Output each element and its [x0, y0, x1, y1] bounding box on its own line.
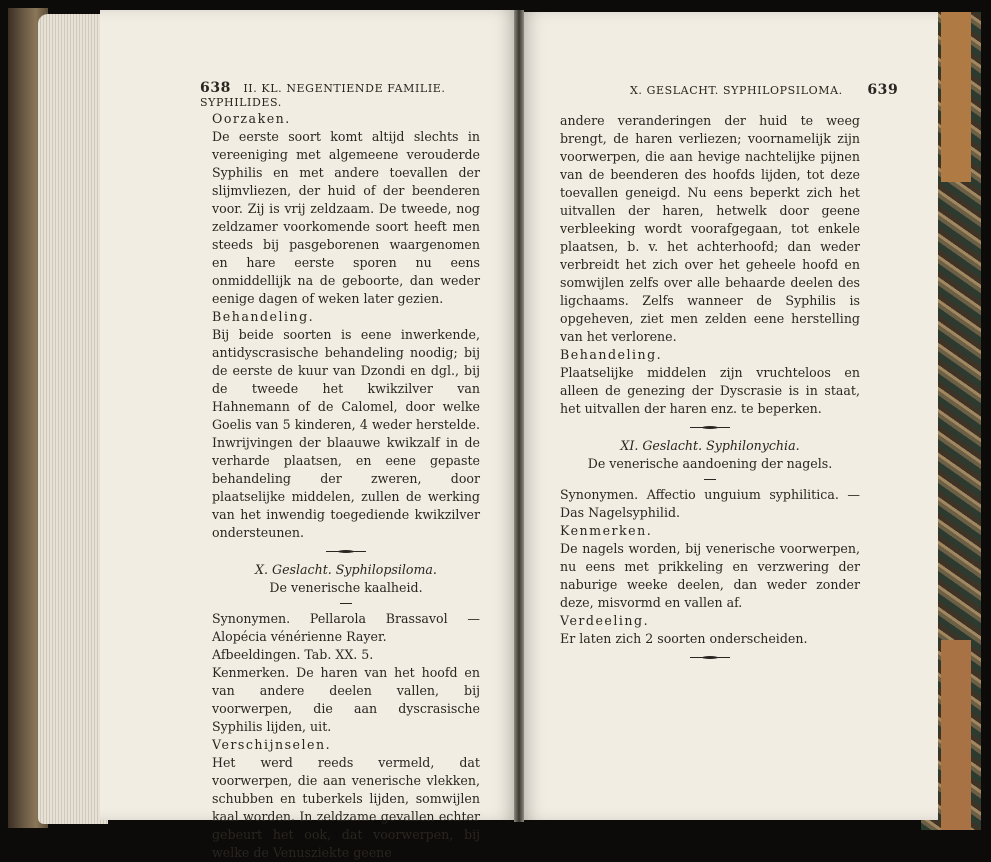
left-body-text — [212, 110, 480, 862]
left-running-head — [200, 80, 518, 109]
cover-corner-bottom — [941, 640, 971, 830]
right-body-text — [560, 112, 860, 667]
paragraph: De nagels worden, bij venerische voorwerpen, nu eens met prikkeling en verzwering der naburige weeke deelen, dan weder zonder deze, misvormd en vallen af. — [560, 541, 860, 610]
paragraph: Behandeling. — [560, 347, 663, 362]
paragraph: Behandeling. — [212, 309, 315, 324]
short-rule — [704, 479, 716, 480]
page-stack-edge — [38, 14, 108, 824]
paragraph: Verdeeling. — [560, 613, 650, 628]
right-page-number: 639 — [867, 82, 899, 98]
paragraph: Synonymen. Affectio unguium syphilitica. — Das Nagelsyphilid. — [560, 487, 860, 520]
paragraph: Het werd reeds vermeld, dat voorwerpen, die aan venerische vlekken, schubben en tuberkels lijden, somwijlen kaal worden. In zeldzame gevallen echter gebeurt het ook, dat voorwerpen, bij welke de Venusziekte geene — [212, 755, 480, 860]
paragraph: X. Geslacht. Syphilopsiloma. — [255, 562, 437, 577]
paragraph: Kenmerken. De haren van het hoofd en van andere deelen vallen, bij voorwerpen, die aan dyscrasische Syphilis lijden, uit. — [212, 665, 480, 734]
paragraph: XI. Geslacht. Syphilonychia. — [620, 438, 800, 453]
right-page — [520, 12, 938, 820]
ornament-divider — [690, 426, 730, 429]
paragraph: Afbeeldingen. Tab. XX. 5. — [212, 647, 374, 662]
cover-corner-top — [941, 12, 971, 182]
ornament-divider — [690, 656, 730, 659]
paragraph: De venerische kaalheid. — [269, 580, 423, 595]
paragraph: Kenmerken. — [560, 523, 653, 538]
paragraph: De eerste soort komt altijd slechts in vereeniging met algemeene verouderde Syphilis en met andere toevallen der slijmvliezen, der huid of der beenderen voor. Zij is vrij zeldzaam. De tweede, nog zeldzamer voorkomende soort heeft men steeds bij pasgeborenen waargenomen en hare eerste sporen nu eens onmiddellijk na de geboorte, dan weder eenige dagen of weken later gezien. — [212, 129, 480, 306]
paragraph: De venerische aandoening der nagels. — [587, 456, 833, 471]
paragraph: andere veranderingen der huid te weeg brengt, de haren verliezen; voornamelijk zijn voorwerpen, die aan hevige nachtelijke pijnen van de beenderen des hoofds lijden, tot deze toevallen geneigd. Nu eens beperkt zich het uitvallen der haren, hetwelk door geene verbleeking wordt voorafgegaan, tot enkele plaatsen, b. v. het achterhoofd; dan weder verbreidt het zich over het geheele hoofd en somwijlen zelfs over alle behaarde deelen des ligchaams. Zelfs wanneer de Syphilis is opgeheven, ziet men zelden eene herstelling van het verlorene. — [560, 113, 860, 344]
short-rule — [340, 603, 352, 604]
book-gutter — [514, 10, 524, 822]
left-head-text: II. KL. NEGENTIENDE FAMILIE. SYPHILIDES. — [200, 82, 446, 109]
right-head-text: X. GESLACHT. SYPHILOPSILOMA. — [630, 84, 843, 97]
right-running-head — [630, 82, 898, 98]
paragraph: Er laten zich 2 soorten onderscheiden. — [560, 631, 808, 646]
paragraph: Verschijnselen. — [212, 737, 332, 752]
paragraph: Oorzaken. — [212, 111, 291, 126]
left-page — [100, 10, 518, 860]
paragraph: Bij beide soorten is eene inwerkende, antidyscrasische behandeling noodig; bij de eerste de kuur van Dzondi en dgl., bij de tweede het kwikzilver van Hahnemann of de Calomel, door welke Goelis van 5 kinderen, 4 weder herstelde. Inwrijvingen der blaauwe kwikzalf in de verharde plaatsen, en eene gepaste behandeling der zweren, door plaatselijke middelen, zullen de werking van het inwendig toegediende kwikzilver ondersteunen. — [212, 327, 480, 540]
paragraph: Synonymen. Pellarola Brassavol — Alopécia vénérienne Rayer. — [212, 611, 480, 644]
left-page-number: 638 — [200, 80, 232, 96]
paragraph: Plaatselijke middelen zijn vruchteloos en alleen de genezing der Dyscrasie is in staat, het uitvallen der haren enz. te beperken. — [560, 365, 860, 416]
ornament-divider — [326, 550, 366, 553]
